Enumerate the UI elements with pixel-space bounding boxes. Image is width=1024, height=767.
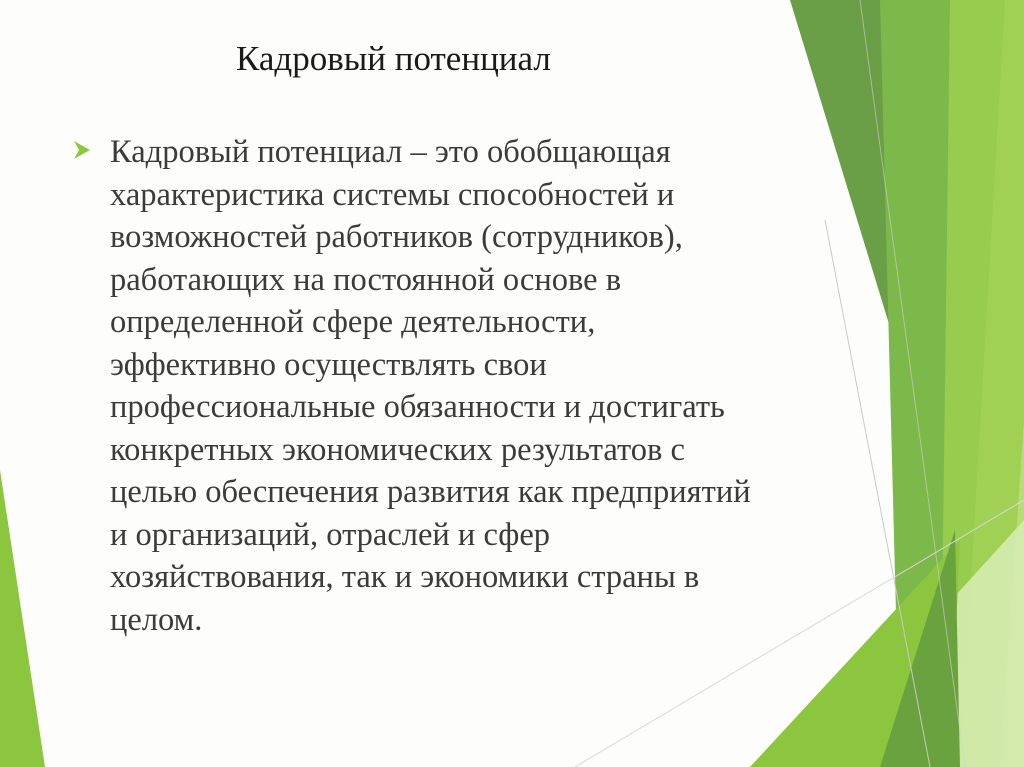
text-line: определенной сфере деятельности,: [110, 304, 596, 340]
text-line: возможностей работников (сотрудников),: [110, 219, 683, 255]
text-line: целью обеспечения развития как предприятий: [110, 474, 751, 510]
text-line: Кадровый потенциал – это обобщающая: [110, 134, 671, 170]
text-line: характеристика системы способностей и: [110, 176, 675, 213]
text-line: и организаций, отраслей и сфер: [110, 516, 551, 553]
arrow-bullet-icon: [72, 139, 92, 161]
text-line: эффективно осуществлять свои: [110, 346, 547, 383]
text-line: работающих на постоянной основе в: [110, 261, 622, 298]
slide-title: Кадровый потенциал: [236, 39, 551, 78]
text-line: целом.: [110, 601, 203, 638]
text-line: хозяйствования, так и экономики страны в: [110, 559, 700, 595]
bullet-text: [110, 131, 910, 641]
text-line: конкретных экономических результатов с: [110, 431, 685, 468]
text-line: профессиональные обязанности и достигать: [110, 389, 725, 425]
left-green-wedge: [0, 470, 45, 767]
